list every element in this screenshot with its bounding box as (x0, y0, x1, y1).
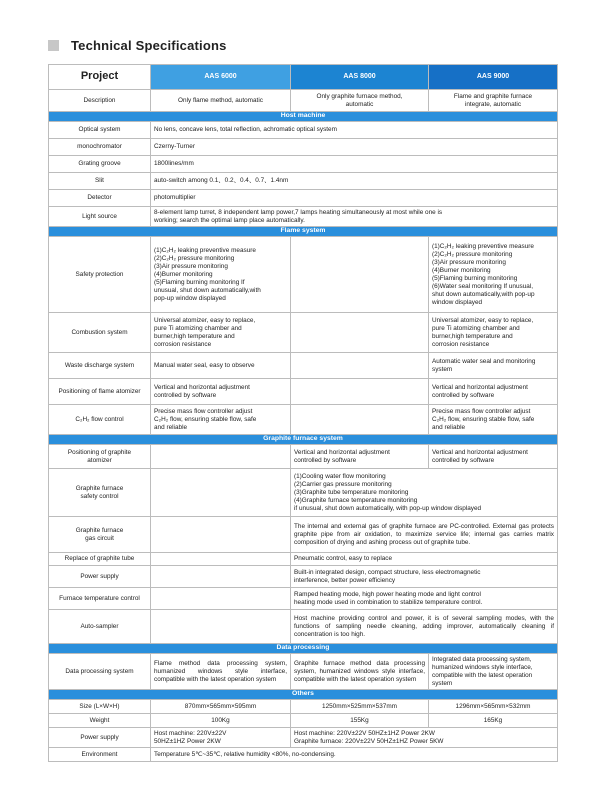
row-label: Size (L×W×H) (49, 700, 151, 714)
row-value-m3: Vertical and horizontal adjustment controlled by software (429, 445, 558, 469)
row-value-m23: The internal and external gas of graphite furnace are PC-controlled. External gas protects graphite pipe from air oxidation, to maximize service life; internal gas carries matrix composition of drying and ashing process out of graphite tube. (291, 517, 558, 553)
table-row (49, 566, 558, 588)
table-row (49, 122, 558, 139)
table-row (49, 445, 558, 469)
row-value-m23: Built-in integrated design, compact structure, less electromagnetic interference, better power efficiency (291, 566, 558, 588)
table-row (49, 469, 558, 517)
row-value-m23: (1)Cooling water flow monitoring (2)Carrier gas pressure monitoring (3)Graphite tube temperature monitoring (4)Graphite furnace temperature monitoring if unusual, shut down automatically, with pop-up window displayed (291, 469, 558, 517)
row-value-m2 (291, 405, 429, 435)
description-row (49, 90, 558, 112)
row-label: Safety protection (49, 237, 151, 313)
row-value-m1 (151, 445, 291, 469)
row-value: 8-element lamp turret, 8 independent lamp power,7 lamps heating simultaneously at most while one is working; search the optimal lamp place automatically. (151, 207, 558, 227)
row-value-m23: Pneumatic control, easy to replace (291, 553, 558, 566)
table-row (49, 588, 558, 610)
row-value-m3: (1)C₂H₂ leaking preventive measure (2)C₂H₂ pressure monitoring (3)Air pressure monitoring (4)Burner monitoring (5)Flaming burning monitoring (6)Water seal monitoring If unusual, shut down automatically,with pop-up window displayed (429, 237, 558, 313)
row-label: Power supply (49, 566, 151, 588)
row-value-m3: Integrated data processing system, humanized windows style interface, compatible with the latest operation system (429, 654, 558, 690)
row-label: Grating groove (49, 156, 151, 173)
row-value-m3: 165Kg (429, 714, 558, 728)
row-value-m23: Host machine: 220V±22V 50HZ±1HZ Power 2KW Graphite furnace: 220V±22V 50HZ±1HZ Power 5KW (291, 728, 558, 748)
row-value: photomultiplier (151, 190, 558, 207)
row-label: Graphite furnace safety control (49, 469, 151, 517)
row-label: Positioning of graphite atomizer (49, 445, 151, 469)
table-row (49, 237, 558, 313)
description-m2: Only graphite furnace method, automatic (291, 90, 429, 112)
section-flame (49, 227, 558, 237)
row-label: Description (49, 90, 151, 112)
row-value-m1: Manual water seal, easy to observe (151, 353, 291, 379)
table-row (49, 353, 558, 379)
row-value-m1: 870mm×565mm×595mm (151, 700, 291, 714)
row-label: Environment (49, 748, 151, 762)
table-row (49, 207, 558, 227)
row-label: Detector (49, 190, 151, 207)
section-title: Others (49, 690, 558, 700)
row-label: Combustion system (49, 313, 151, 353)
row-value-m2 (291, 353, 429, 379)
header-row (49, 65, 558, 90)
description-m3: Flame and graphite furnace integrate, automatic (429, 90, 558, 112)
page-heading (48, 36, 227, 54)
row-value-m1 (151, 588, 291, 610)
table-row (49, 714, 558, 728)
row-value-m1: (1)C₂H₂ leaking preventive measure (2)C₂H₂ pressure monitoring (3)Air pressure monitoring (4)Burner monitoring (5)Flaming burning monitoring If unusual, shut down automatically,with pop-up window displayed (151, 237, 291, 313)
row-value-m2: Vertical and horizontal adjustment controlled by software (291, 445, 429, 469)
section-host (49, 112, 558, 122)
row-label: monochromator (49, 139, 151, 156)
table-row (49, 190, 558, 207)
description-m1: Only flame method, automatic (151, 90, 291, 112)
table-row (49, 610, 558, 644)
row-label: Slit (49, 173, 151, 190)
model-header-3: AAS 9000 (429, 65, 558, 90)
table-row (49, 748, 558, 762)
row-label: Data processing system (49, 654, 151, 690)
row-value-m23: Host machine providing control and power, it is of several sampling modes, with the functions of sampling needle cleaning, adding improver, automatically cleaning if concentration is too high. (291, 610, 558, 644)
table-row (49, 553, 558, 566)
row-value-m1: 100Kg (151, 714, 291, 728)
section-data-processing (49, 644, 558, 654)
row-label: Optical system (49, 122, 151, 139)
section-title: Flame system (49, 227, 558, 237)
row-value-m1 (151, 469, 291, 517)
row-label: Positioning of flame atomizer (49, 379, 151, 405)
table-row (49, 139, 558, 156)
spec-table (48, 64, 558, 762)
row-label: Graphite furnace gas circuit (49, 517, 151, 553)
model-header-2: AAS 8000 (291, 65, 429, 90)
table-row (49, 728, 558, 748)
row-value-m3: Automatic water seal and monitoring system (429, 353, 558, 379)
row-value-m2 (291, 379, 429, 405)
row-value: No lens, concave lens, total reflection, achromatic optical system (151, 122, 558, 139)
row-label: Replace of graphite tube (49, 553, 151, 566)
row-value-m1 (151, 517, 291, 553)
section-graphite (49, 435, 558, 445)
row-value-m3: Vertical and horizontal adjustment controlled by software (429, 379, 558, 405)
row-label: Power supply (49, 728, 151, 748)
table-row (49, 517, 558, 553)
table-row (49, 700, 558, 714)
section-others (49, 690, 558, 700)
row-value: Temperature 5℃~35℃, relative humidity <80%, no-condensing. (151, 748, 558, 762)
row-value-m3: 1296mm×565mm×532mm (429, 700, 558, 714)
heading-text: Technical Specifications (71, 37, 227, 53)
section-title: Data processing (49, 644, 558, 654)
row-value: auto-switch among 0.1、0.2、0.4、0.7、1.4nm (151, 173, 558, 190)
row-label: Light source (49, 207, 151, 227)
row-label: Waste discharge system (49, 353, 151, 379)
row-value-m1 (151, 566, 291, 588)
table-row (49, 313, 558, 353)
project-header: Project (49, 65, 151, 90)
table-row (49, 173, 558, 190)
row-value-m1: Host machine: 220V±22V 50HZ±1HZ Power 2KW (151, 728, 291, 748)
row-value-m23: Ramped heating mode, high power heating mode and light control heating mode used in combination to stabilize temperature control. (291, 588, 558, 610)
row-value-m2 (291, 313, 429, 353)
row-label: Weight (49, 714, 151, 728)
row-value-m3: Universal atomizer, easy to replace, pure Ti atomizing chamber and burner,high temperature and corrosion resistance (429, 313, 558, 353)
section-title: Host machine (49, 112, 558, 122)
row-label: Furnace temperature control (49, 588, 151, 610)
table-row (49, 156, 558, 173)
heading-square-icon (48, 40, 59, 51)
row-value-m2: 155Kg (291, 714, 429, 728)
row-value-m1: Universal atomizer, easy to replace, pure Ti atomizing chamber and burner,high temperature and corrosion resistance (151, 313, 291, 353)
row-label: C₂H₂ flow control (49, 405, 151, 435)
row-value-m1: Precise mass flow controller adjust C₂H₂ flow, ensuring stable flow, safe and reliable (151, 405, 291, 435)
row-value-m1: Flame method data processing system, humanized windows style interface, compatible with the latest operation system (151, 654, 291, 690)
table-row (49, 379, 558, 405)
row-value-m1 (151, 610, 291, 644)
row-label: Auto-sampler (49, 610, 151, 644)
section-title: Graphite furnace system (49, 435, 558, 445)
row-value: 1800lines/mm (151, 156, 558, 173)
table-row (49, 405, 558, 435)
row-value-m2: Graphite furnace method data processing system, humanized windows style interface, compatible with the latest operation system (291, 654, 429, 690)
table-row (49, 654, 558, 690)
row-value: Czerny-Turner (151, 139, 558, 156)
row-value-m3: Precise mass flow controller adjust C₂H₂ flow, ensuring stable flow, safe and reliable (429, 405, 558, 435)
row-value-m2: 1250mm×525mm×537mm (291, 700, 429, 714)
row-value-m1 (151, 553, 291, 566)
row-value-m1: Vertical and horizontal adjustment controlled by software (151, 379, 291, 405)
row-value-m2 (291, 237, 429, 313)
model-header-1: AAS 6000 (151, 65, 291, 90)
